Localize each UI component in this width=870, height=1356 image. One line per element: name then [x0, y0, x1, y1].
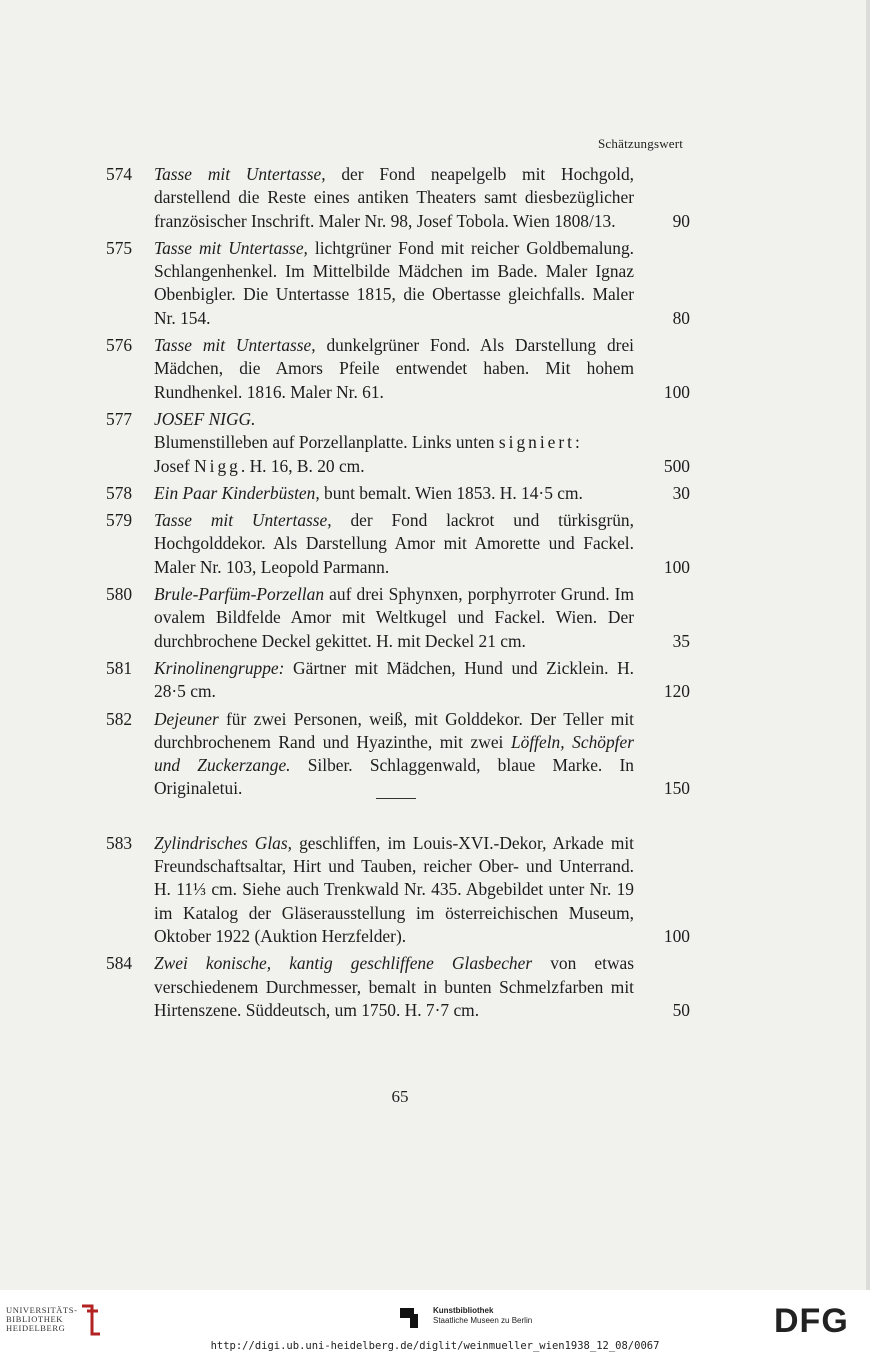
- entry-price: 100: [663, 381, 690, 402]
- university-line-2: BIBLIOTHEK: [6, 1314, 63, 1324]
- catalog-entry-579: [106, 509, 690, 579]
- catalog-entry-582: [106, 708, 690, 801]
- entry-title: Zwei konische, kantig geschliffene Glasbecher: [154, 953, 533, 974]
- catalog-entry-574: [106, 163, 690, 233]
- entry-title: Brule-Parfüm-Porzellan: [154, 584, 325, 605]
- entry-number: 584: [106, 953, 133, 974]
- entry-price: 500: [663, 455, 690, 476]
- catalog-entry-584: [106, 952, 690, 1022]
- entry-price: 50: [672, 999, 690, 1020]
- entry-description-end: Silber. Schlaggenwald, blaue Marke. In Originaletui.: [154, 755, 634, 799]
- entry-price: 100: [663, 556, 690, 577]
- catalog-entry-581: [106, 657, 690, 704]
- catalog-entry-578: [106, 482, 690, 505]
- entry-artist-name: Nigg: [194, 455, 241, 476]
- entry-description: bunt bemalt. Wien 1853. H. 14·5 cm.: [319, 482, 583, 503]
- entry-price: 80: [672, 307, 690, 328]
- entry-price: 150: [663, 778, 690, 799]
- university-line-1: UNIVERSITÄTS-: [6, 1305, 78, 1315]
- kunstbibliothek-logo-icon: [398, 1306, 426, 1330]
- entry-number: 580: [106, 584, 133, 605]
- entry-signed: signiert: [498, 432, 576, 453]
- catalog-entry-575: [106, 237, 690, 330]
- entry-price: 30: [672, 482, 690, 503]
- entry-price: 90: [672, 210, 690, 231]
- entry-title: Dejeuner: [154, 708, 219, 729]
- entry-number: 574: [106, 164, 133, 184]
- entry-number: 577: [106, 408, 133, 429]
- entry-price: 100: [663, 925, 690, 946]
- entry-description: geschliffen, im Louis-XVI.-Dekor, Arkade mit Freundschaftsaltar, Hirt und Tauben, reicher Ober- und Unterrand. H. 11⅓ cm. Siehe auch Trenkwald Nr. 435. Abgebildet unter Nr. 19 im Katalog der Gläserausstellung im österreichischen Museum, Oktober 1922 (Auktion Herzfelder).: [154, 832, 635, 946]
- entry-description: der Fond lackrot und türkisgrün, Hochgolddekor. Als Darstellung Amor mit Amorette und Fackel. Maler Nr. 103, Leopold Parmann.: [154, 510, 634, 577]
- kunstbibliothek-subtitle: Staatliche Museen zu Berlin: [433, 1316, 533, 1325]
- entry-number: 579: [106, 510, 133, 531]
- entry-title: JOSEF NIGG.: [154, 408, 256, 429]
- entry-price: 35: [672, 630, 690, 651]
- university-line-3: HEIDELBERG: [6, 1323, 66, 1333]
- catalog-entry-577: [106, 408, 690, 478]
- entry-description: Blumenstilleben auf Porzellanplatte. Links unten: [154, 432, 499, 453]
- university-logo-icon: [78, 1302, 104, 1338]
- permalink-url[interactable]: http://digi.ub.uni-heidelberg.de/diglit/weinmueller_wien1938_12_08/0067: [210, 1340, 660, 1352]
- entry-number: 582: [106, 708, 133, 729]
- entry-description: lichtgrüner Fond mit reicher Goldbemalung. Schlangenhenkel. Im Mittelbilde Mädchen im Bade. Maler Ignaz Obenbigler. Die Untertasse 1815, die Obertasse gleichfalls. Maler Nr. 154.: [154, 237, 634, 328]
- entry-title: Ein Paar Kinderbüsten,: [154, 482, 320, 503]
- entry-title: Tasse mit Untertasse,: [154, 335, 316, 356]
- entry-title: Tasse mit Untertasse,: [154, 237, 308, 258]
- entry-artist-first: Josef: [154, 455, 195, 476]
- page-number: 65: [391, 1087, 409, 1106]
- entry-utensils: Löffeln, Schöpfer und Zuckerzange.: [154, 731, 634, 776]
- catalog-entry-583: [106, 832, 690, 948]
- page-edge: [866, 0, 870, 1290]
- kunstbibliothek-name: [433, 1306, 532, 1326]
- column-header: Schätzungswert: [598, 136, 684, 151]
- entry-title: Tasse mit Untertasse,: [154, 510, 332, 531]
- entry-title: Zylindrisches Glas,: [154, 832, 292, 853]
- entry-description: auf drei Sphynxen, porphyrroter Grund. Im ovalem Bildfelde Amor mit Weltkugel und Fackel. Wien. Der durchbrochene Deckel gekittet. H. mit Deckel 21 cm.: [154, 584, 634, 651]
- entry-number: 578: [106, 482, 133, 503]
- entry-number: 576: [106, 335, 133, 356]
- entry-colon: :: [575, 432, 580, 453]
- entry-title: Krinolinengruppe:: [154, 657, 285, 678]
- entry-description: dunkelgrüner Fond. Als Darstellung drei Mädchen, die Amors Pfeile entwendet haben. Mit hohem Rundhenkel. 1816. Maler Nr. 61.: [154, 335, 634, 402]
- entry-number: 581: [106, 657, 133, 678]
- kunstbibliothek-title: Kunstbibliothek: [433, 1306, 494, 1315]
- university-library-name: [6, 1306, 78, 1333]
- entry-price: 120: [663, 681, 690, 702]
- entry-description: von etwas verschiedenem Durchmesser, bemalt in bunten Schmelzfarben mit Hirtenszene. Süddeutsch, um 1750. H. 7·7 cm.: [154, 953, 634, 1020]
- entry-description: der Fond neapelgelb mit Hochgold, darstellend die Reste eines antiken Theaters samt diesbezüglicher französischer Inschrift. Maler Nr. 98, Josef Tobola. Wien 1808/13.: [154, 164, 634, 231]
- catalog-entries: [106, 163, 690, 1026]
- catalog-entry-576: [106, 334, 690, 404]
- entry-description: Gärtner mit Mädchen, Hund und Zicklein. H. 28·5 cm.: [154, 657, 634, 702]
- entry-number: 575: [106, 237, 133, 258]
- entry-dimensions: . H. 16, B. 20 cm.: [240, 455, 365, 476]
- catalog-entry-580: [106, 583, 690, 653]
- entry-number: 583: [106, 832, 133, 853]
- section-divider: [376, 798, 416, 799]
- dfg-logo: DFG: [774, 1302, 849, 1340]
- entry-description: für zwei Personen, weiß, mit Golddekor. Der Teller mit durchbrochenem Rand und Hyazinthe, mit zwei: [154, 708, 634, 752]
- entry-title: Tasse mit Untertasse,: [154, 164, 326, 184]
